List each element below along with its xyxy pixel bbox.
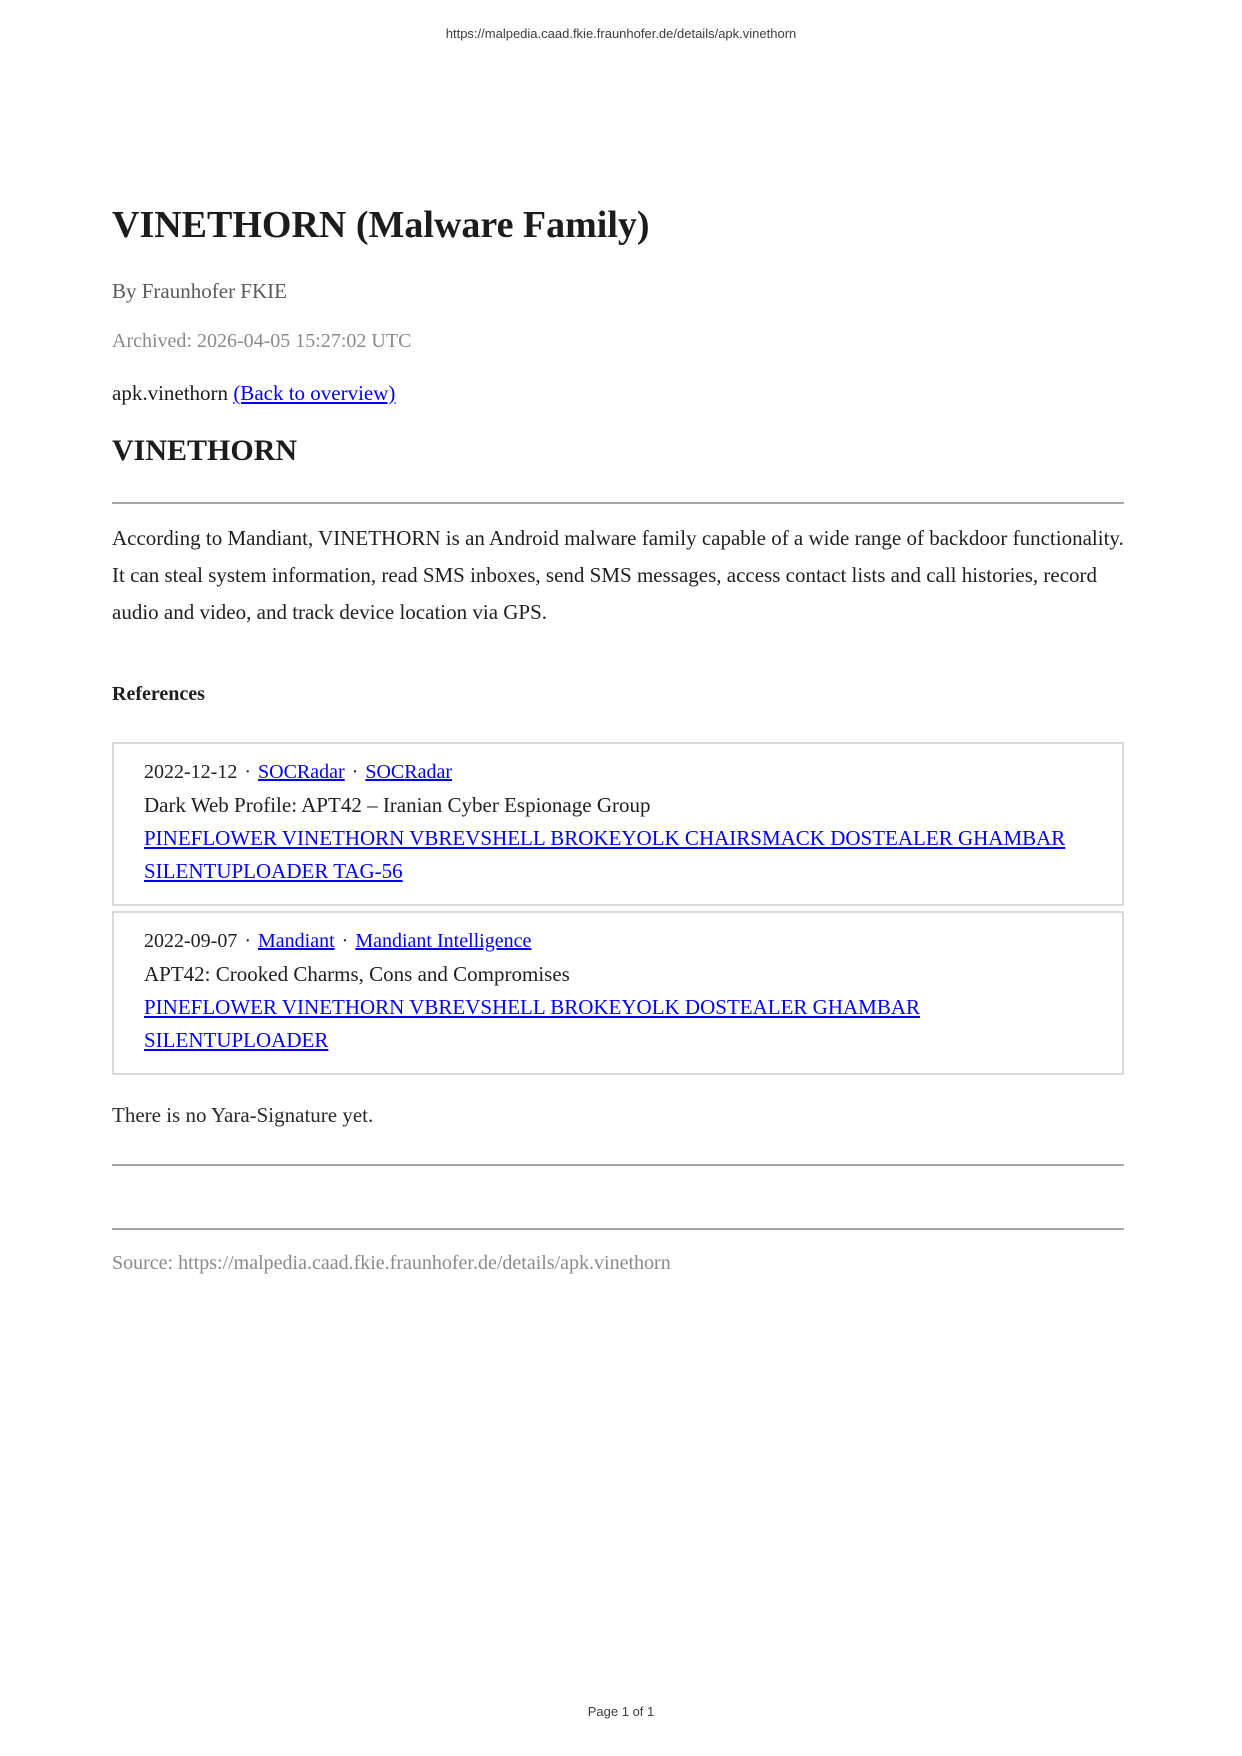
reference-card bbox=[112, 742, 1124, 906]
separator-dot: · bbox=[244, 760, 251, 783]
print-footer-page-info: Page 1 of 1 bbox=[587, 1704, 655, 1719]
divider bbox=[112, 1164, 1124, 1166]
separator-dot: · bbox=[351, 760, 359, 783]
divider bbox=[112, 502, 1124, 504]
divider bbox=[112, 1228, 1124, 1230]
reference-source-link[interactable]: Mandiant Intelligence bbox=[355, 929, 532, 952]
reference-date: 2022-09-07 bbox=[144, 929, 238, 952]
archived-timestamp: Archived: 2026-04-05 15:27:02 UTC bbox=[112, 329, 412, 352]
reference-families-link[interactable]: PINEFLOWER VINETHORN VBREVSHELL BROKEYOLK CHAIRSMACK DOSTEALER GHAMBAR SILENTUPLOADER TAG-56 bbox=[144, 825, 1066, 883]
family-section-heading: VINETHORN bbox=[112, 433, 298, 467]
reference-org-link[interactable]: SOCRadar bbox=[258, 760, 345, 783]
reference-source-link[interactable]: SOCRadar bbox=[365, 760, 453, 783]
yara-signature-note: There is no Yara-Signature yet. bbox=[112, 1102, 374, 1127]
family-id-line bbox=[112, 381, 1124, 406]
reference-meta bbox=[144, 756, 1092, 789]
reference-org-link[interactable]: Mandiant bbox=[258, 929, 335, 952]
separator-dot: · bbox=[244, 929, 251, 952]
back-to-overview-link[interactable]: (Back to overview) bbox=[233, 380, 396, 405]
page-title: VINETHORN (Malware Family) bbox=[112, 204, 650, 246]
reference-title: Dark Web Profile: APT42 – Iranian Cyber Espionage Group bbox=[144, 792, 651, 817]
separator-dot: · bbox=[341, 929, 349, 952]
references-list bbox=[112, 742, 1124, 1075]
reference-card bbox=[112, 911, 1124, 1075]
reference-meta bbox=[144, 925, 1092, 958]
print-header-url: https://malpedia.caad.fkie.fraunhofer.de/details/apk.vinethorn bbox=[445, 26, 797, 41]
family-id: apk.vinethorn bbox=[112, 380, 229, 405]
reference-families-link[interactable]: PINEFLOWER VINETHORN VBREVSHELL BROKEYOLK DOSTEALER GHAMBAR SILENTUPLOADER bbox=[144, 994, 921, 1052]
source-url-line: Source: https://malpedia.caad.fkie.fraunhofer.de/details/apk.vinethorn bbox=[112, 1251, 671, 1274]
reference-title: APT42: Crooked Charms, Cons and Compromises bbox=[144, 961, 570, 986]
reference-date: 2022-12-12 bbox=[144, 760, 238, 783]
document-body bbox=[112, 0, 1124, 1275]
family-description: According to Mandiant, VINETHORN is an Android malware family capable of a wide range of backdoor functionality. It can steal system information, read SMS inboxes, send SMS messages, access contact lists and call histories, record audio and video, and track device location via GPS. bbox=[112, 525, 1124, 624]
references-heading: References bbox=[112, 682, 205, 705]
byline: By Fraunhofer FKIE bbox=[112, 278, 287, 303]
